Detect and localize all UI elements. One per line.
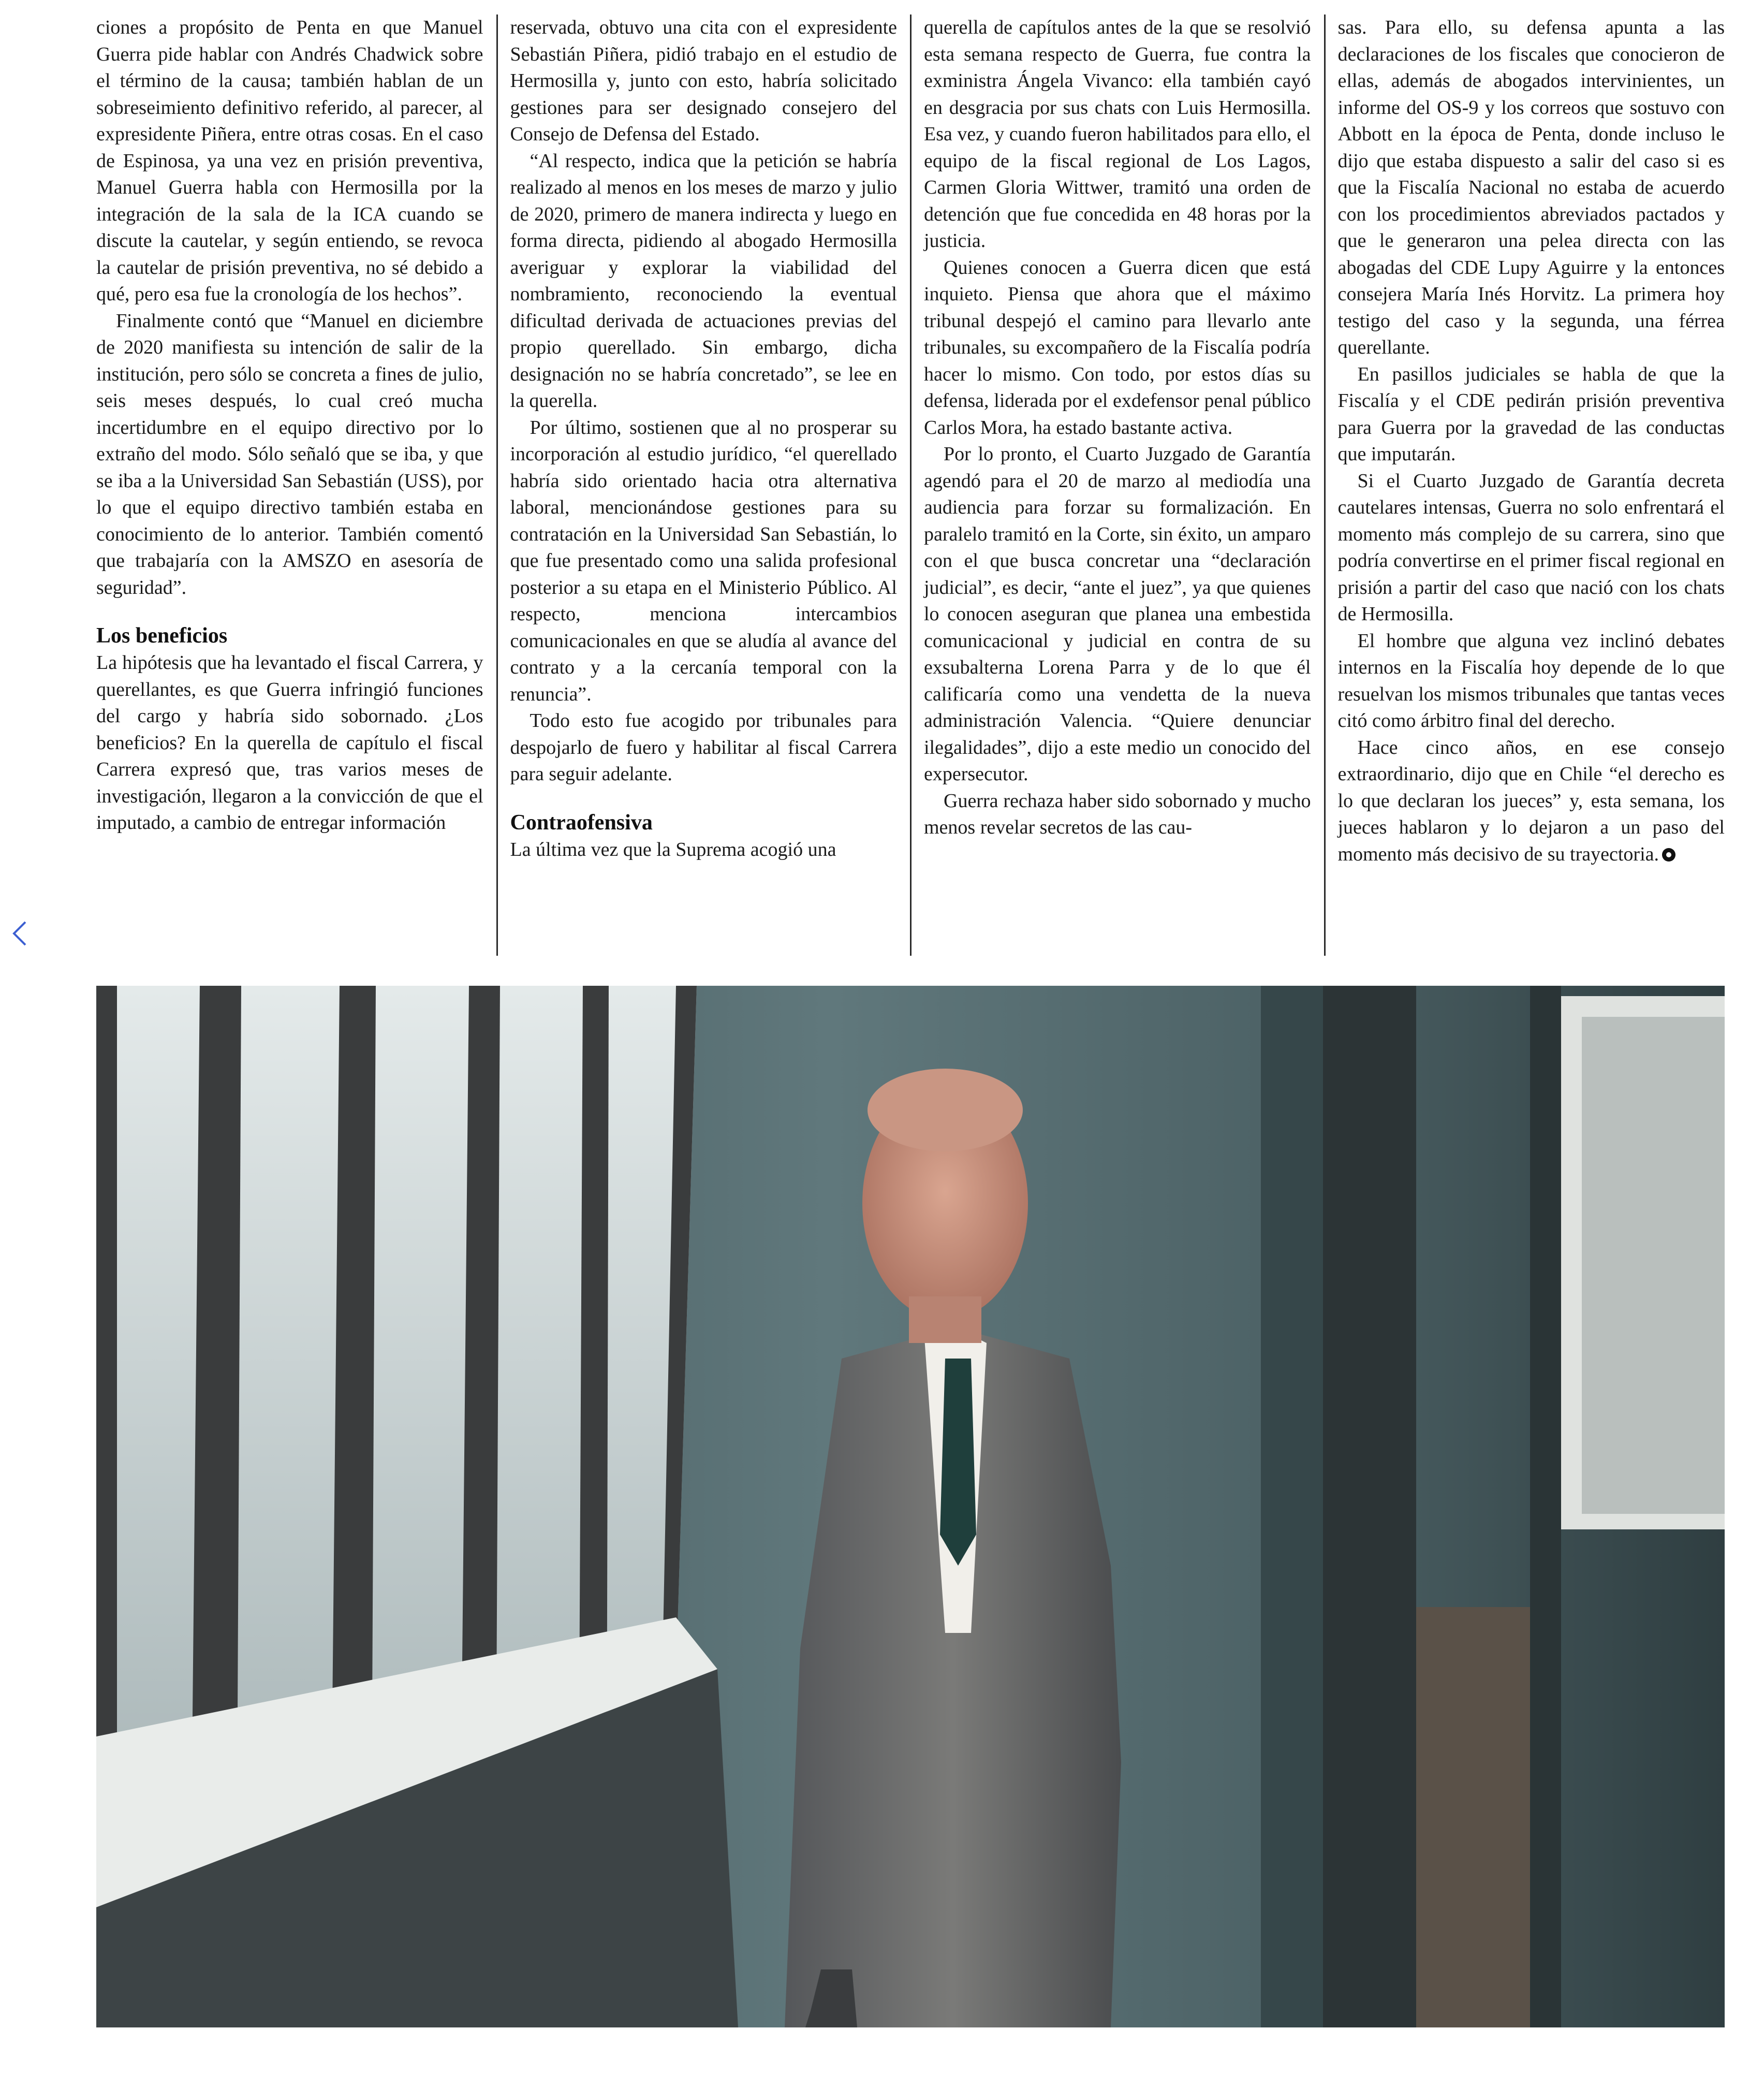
article-body — [96, 14, 1725, 956]
paragraph: La última vez que la Suprema acogió una — [510, 838, 836, 860]
column-1 — [96, 14, 483, 956]
paragraph: querella de capítulos antes de la que se resolvió esta semana respecto de Guerra, fue contra la exministra Ángela Vivanco: ella también cayó en desgracia por sus chats con Luis Hermosilla. Esa vez, y cuando fueron habilitados para ello, el equipo de la fiscal regional de Los Lagos, Carmen Gloria Wittwer, tramitó una orden de detención que fue concedida en 48 horas por la justicia. — [924, 17, 1311, 252]
paragraph: En pasillos judiciales se habla de que la Fiscalía y el CDE pedirán prisión preventiva para Guerra por la gravedad de las conductas que imputarán. — [1337, 363, 1725, 465]
paragraph — [1338, 735, 1725, 868]
paragraph: Por lo pronto, el Cuarto Juzgado de Garantía agendó para el 20 de marzo al mediodía una audiencia para forzar su formalización. En paralelo tramitó en la Corte, sin éxito, un amparo con el que busca concretar una “declaración judicial”, es decir, “ante el juez”, ya que quienes lo conocen aseguran que planea una embestida comunicacional y judicial en contra de su exsubalterna Lorena Parra y de lo que él calificaría como una vendetta de la nueva administración Valencia. “Quiere denunciar ilegalidades”, dijo a este medio un conocido del expersecutor. — [924, 443, 1311, 785]
column-2 — [510, 14, 898, 956]
section-heading: Los beneficios — [96, 624, 228, 648]
paragraph: Quienes conocen a Guerra dicen que está inquieto. Piensa que ahora que el máximo tribunal despejó el camino para llevarlo ante tribunales, su excompañero de la Fiscalía podría hacer lo mismo. Con todo, por estos días su defensa, liderada por el exdefensor penal público Carlos Mora, ha estado bastante activa. — [924, 256, 1311, 439]
paragraph: El hombre que alguna vez inclinó debates internos en la Fiscalía hoy depende de lo que resuelvan los mismos tribunales que tantas veces citó como árbitro final del derecho. — [1337, 630, 1725, 732]
paragraph: reservada, obtuvo una cita con el expresidente Sebastián Piñera, pidió trabajo en el estudio de Hermosilla y, junto con esto, habría solicitado gestiones para ser designado consejero del Consejo de Defensa del Estado. — [510, 17, 897, 145]
paragraph: sas. Para ello, su defensa apunta a las declaraciones de los fiscales que conocieron de ellas, además de abogados intervinientes, un informe del OS-9 y los correos que sostuvo con Abbott en la época de Penta, donde incluso le dijo que estaba dispuesto a salir del caso si es que la Fiscalía Nacional no estaba de acuerdo con los procedimientos abreviados pactados y que le generaron una pelea directa con las abogadas del CDE Lupy Aguirre y la entonces consejera María Inés Horvitz. La primera hoy testigo del caso y la segunda, una férrea querellante. — [1337, 17, 1725, 358]
paragraph: ciones a propósito de Penta en que Manuel Guerra pide hablar con Andrés Chadwick sobre el término de la causa; también hablan de un sobreseimiento definitivo referido, al parecer, al expresidente Piñera, entre otras cosas. En el caso de Espinosa, ya una vez en prisión preventiva, Manuel Guerra habla con Hermosilla por la integración de la sala de la ICA cuando se discute la cautelar, y según entiendo, se revoca la cautelar de prisión preventiva, no sé debido a qué, pero esa fue la cronología de los hechos”. — [96, 17, 483, 305]
section-heading: Contraofensiva — [510, 810, 653, 835]
paragraph: Por último, sostienen que al no prosperar su incorporación al estudio jurídico, “el querellado habría sido orientado hacia otra alternativa laboral, mencionándose gestiones para su contratación en la Universidad San Sebastián, lo que fue presentado como una salida profesional posterior a su etapa en el Ministerio Público. Al respecto, menciona intercambios comunicacionales en que se aludía al avance del contrato y a la cercanía temporal con la renuncia”. — [510, 416, 897, 705]
chevron-left-icon — [11, 920, 28, 947]
paragraph: Todo esto fue acogido por tribunales para despojarlo de fuero y habilitar al fiscal Carrera para seguir adelante. — [510, 710, 897, 785]
paragraph-text: Hace cinco años, en ese consejo extraordinario, dijo que en Chile “el derecho es lo que declaran los jueces” y, esta semana, los jueces hablaron y lo dejaron a un paso del momento más decisivo de su trayectoria. — [1337, 736, 1725, 865]
portrait-photo-icon — [96, 986, 1725, 2027]
previous-page-button[interactable] — [7, 915, 32, 952]
column-4 — [1338, 14, 1725, 956]
paragraph: “Al respecto, indica que la petición se habría realizado al menos en los meses de marzo y julio de 2020, primero de manera indirecta y luego en forma directa, pidiendo al abogado Hermosilla averiguar y explorar la viabilidad del nombramiento, reconociendo la eventual dificultad derivada de actuaciones previas del propio querellado. Sin embargo, dicha designación no se habría concretado”, se lee en la querella. — [510, 150, 897, 412]
paragraph: Finalmente contó que “Manuel en diciembre de 2020 manifiesta su intención de salir de la institución, pero sólo se concreta a fines de julio, seis meses después, lo cual creó mucha incertidumbre en el equipo directivo por lo extraño del modo. Sólo señaló que se iba, y que se iba a la Universidad San Sebastián (USS), por lo que el equipo directivo también estaba en conocimiento de lo anterior. También comentó que trabajaría con la AMSZO en asesoría de seguridad”. — [96, 310, 483, 598]
paragraph: La hipótesis que ha levantado el fiscal Carrera, y querellantes, es que Guerra infringió funciones del cargo y habría sido sobornado. ¿Los beneficios? En la querella de capítulo el fiscal Carrera expresó que, tras varios meses de investigación, llegaron a la convicción de que el imputado, a cambio de entregar información — [96, 652, 483, 834]
article-end-icon — [1662, 848, 1675, 862]
portrait-photo — [96, 986, 1725, 2027]
paragraph: Si el Cuarto Juzgado de Garantía decreta cautelares intensas, Guerra no solo enfrentará el momento más complejo de su carrera, sino que podría convertirse en el primer fiscal regional en prisión a partir del caso que nació con los chats de Hermosilla. — [1337, 470, 1725, 625]
column-3 — [924, 14, 1311, 956]
paragraph: Guerra rechaza haber sido sobornado y mucho menos revelar secretos de las cau- — [924, 790, 1311, 838]
